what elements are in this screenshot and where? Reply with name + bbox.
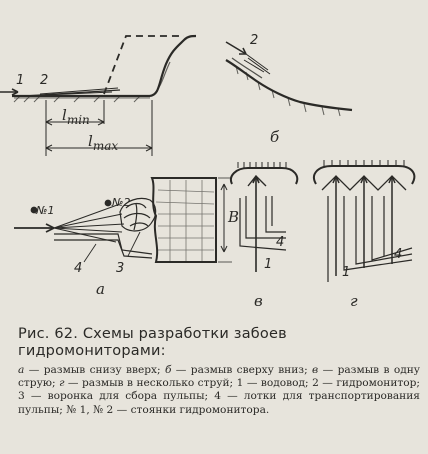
label-pipe-1g: 1 [342, 265, 351, 280]
legend-item-b: б — размыв сверху вниз; [164, 364, 313, 376]
legend-item-1: 1 — водовод; [236, 377, 313, 390]
label-flume-4: 4 [74, 261, 83, 276]
label-stand-2: №2 [112, 196, 131, 209]
scheme-single-jet [231, 162, 297, 272]
label-width-B: B [228, 208, 240, 226]
label-stand-1: №1 [36, 204, 55, 217]
scheme-plan-view [14, 178, 232, 262]
label-a: а [96, 280, 105, 298]
label-lmax: $l_{max}$ [88, 132, 119, 153]
label-flume-4v: 4 [276, 235, 285, 250]
label-funnel-3: 3 [116, 261, 125, 276]
label-v: в [254, 292, 263, 310]
legend-item-4: 4 — лотки для транспортирования пульпы; [18, 390, 420, 416]
legend-item-a: а — размыв снизу вверх; [18, 364, 165, 376]
legend-item-v: в — размыв в одну струю; [18, 364, 421, 390]
label-g: г [350, 292, 358, 310]
scheme-bottom-up [0, 36, 196, 156]
label-jet-1: 1 [16, 73, 25, 88]
label-monitor-2: 2 [40, 73, 49, 88]
legend-item-g: г — размыв в несколько струй; [59, 377, 237, 390]
legend-item-3: 3 — воронка для сбора пульпы; [18, 390, 215, 403]
label-flume-4g: 4 [394, 247, 403, 262]
figure-caption-title: Рис. 62. Схемы разработки забоев гидромониторами: [18, 326, 287, 359]
label-b: б [270, 128, 280, 146]
scheme-top-down [226, 42, 352, 116]
label-monitor-2b: 2 [250, 33, 259, 48]
legend-item-2: 2 — гидромонитор; [312, 377, 421, 390]
label-pipe-1v: 1 [264, 257, 273, 272]
figure-caption-legend [18, 364, 420, 417]
legend-item-stands: № 1, № 2 — стоянки гидромонитора. [66, 403, 270, 416]
scheme-multiple-jets [314, 160, 414, 282]
label-lmin: $l_{min}$ [62, 106, 90, 127]
